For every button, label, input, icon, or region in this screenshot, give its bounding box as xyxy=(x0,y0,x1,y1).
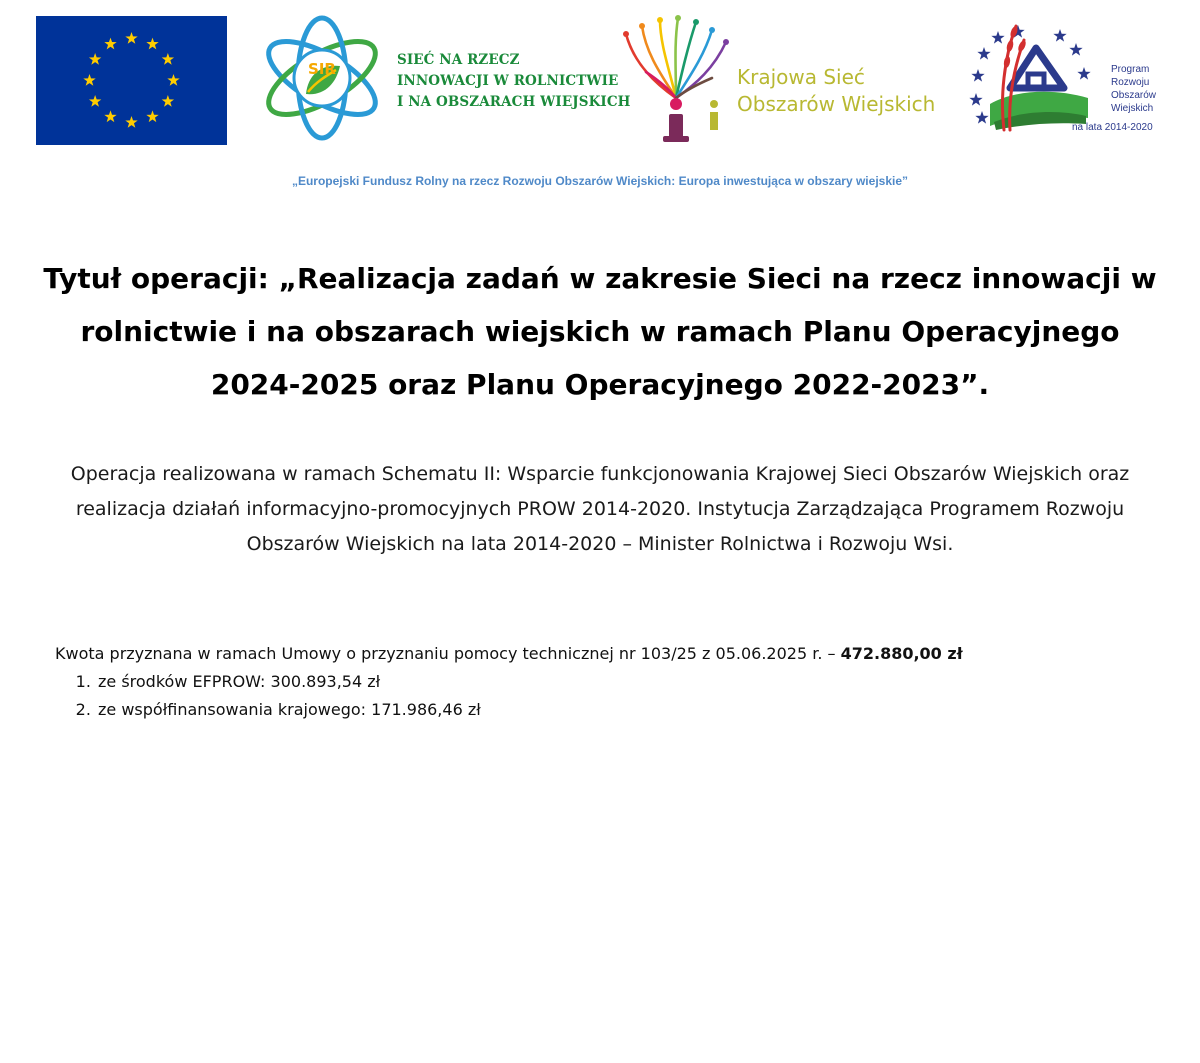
prow-line: Obszarów xyxy=(1111,90,1157,101)
funding-intro: Kwota przyznana w ramach Umowy o przyznaniu pomocy technicznej nr 103/25 z 05.06.2025 r. – xyxy=(55,644,841,663)
sir-logo-text xyxy=(397,50,631,113)
prow-star-icon xyxy=(1077,67,1090,80)
prow-years-text: na lata 2014-2020 xyxy=(1072,122,1153,133)
operation-title: Tytuł operacji: „Realizacja zadań w zakresie Sieci na rzecz innowacji w rolnictwie i na obszarach wiejskich w ramach Planu Operacyjnego 2024-2025 oraz Planu Operacyjnego 2022-2023”. xyxy=(43,262,1157,401)
prow-line: Rozwoju xyxy=(1111,77,1150,88)
ksow-line: Krajowa Sieć xyxy=(737,65,865,89)
prow-star-icon xyxy=(991,31,1004,44)
eu-star-icon xyxy=(125,32,137,44)
sir-line: INNOWACJI W ROLNICTWIE xyxy=(397,73,619,89)
prow-star-icon xyxy=(1053,29,1066,42)
funding-item-efprow: 1. ze środków EFPROW: 300.893,54 zł xyxy=(96,668,1155,696)
eu-star-icon xyxy=(162,53,174,65)
eu-star-icon xyxy=(146,110,158,122)
eu-flag-logo xyxy=(36,16,227,145)
prow-line: Program xyxy=(1111,64,1150,75)
prow-star-icon xyxy=(969,93,982,106)
eu-star-icon xyxy=(167,74,179,86)
funding-total: 472.880,00 zł xyxy=(840,644,963,663)
sir-badge-text: SIR xyxy=(308,60,336,78)
funding-breakdown-list xyxy=(55,668,1155,724)
sir-logo xyxy=(256,12,631,144)
operation-description: Operacja realizowana w ramach Schematu II: Wsparcie funkcjonowania Krajowej Sieci Obszarów Wiejskich oraz realizacja działań informacyjno-promocyjnych PROW 2014-2020. Instytucja Zarządzająca Programem Rozwoju Obszarów Wiejskich na lata 2014-2020 – Minister Rolnictwa i Rozwoju Wsi. xyxy=(70,463,1130,555)
sir-line: I NA OBSZARACH WIEJSKICH xyxy=(397,94,631,110)
prow-logo-text xyxy=(1111,63,1156,115)
sir-emblem-icon xyxy=(256,12,388,144)
eu-star-icon xyxy=(146,38,158,50)
funding-section xyxy=(55,640,1155,724)
prow-line: Wiejskich xyxy=(1111,103,1154,114)
ksow-logo-text xyxy=(737,64,935,118)
prow-star-icon xyxy=(971,69,984,82)
sir-line: SIEĆ NA RZECZ xyxy=(397,52,520,68)
eu-star-icon xyxy=(104,38,116,50)
prow-star-icon xyxy=(1069,43,1082,56)
ksow-tree-icon xyxy=(616,14,736,146)
prow-logo xyxy=(964,18,1164,143)
funding-item-national: 2. ze współfinansowania krajowego: 171.986,46 zł xyxy=(96,696,1155,724)
eu-star-icon xyxy=(125,116,137,128)
prow-star-icon xyxy=(977,47,990,60)
funding-summary xyxy=(55,640,1155,668)
prow-star-icon xyxy=(975,111,988,124)
eu-star-icon xyxy=(104,110,116,122)
ksow-line: Obszarów Wiejskich xyxy=(737,92,936,116)
eu-star-icon xyxy=(162,95,174,107)
ksow-logo xyxy=(616,14,956,146)
eu-star-icon xyxy=(83,74,95,86)
fund-motto: „Europejski Fundusz Rolny na rzecz Rozwoju Obszarów Wiejskich: Europa inwestująca w obszary wiejskie” xyxy=(291,174,909,188)
eu-flag-icon xyxy=(36,16,227,145)
eu-star-icon xyxy=(89,53,101,65)
eu-star-icon xyxy=(89,95,101,107)
